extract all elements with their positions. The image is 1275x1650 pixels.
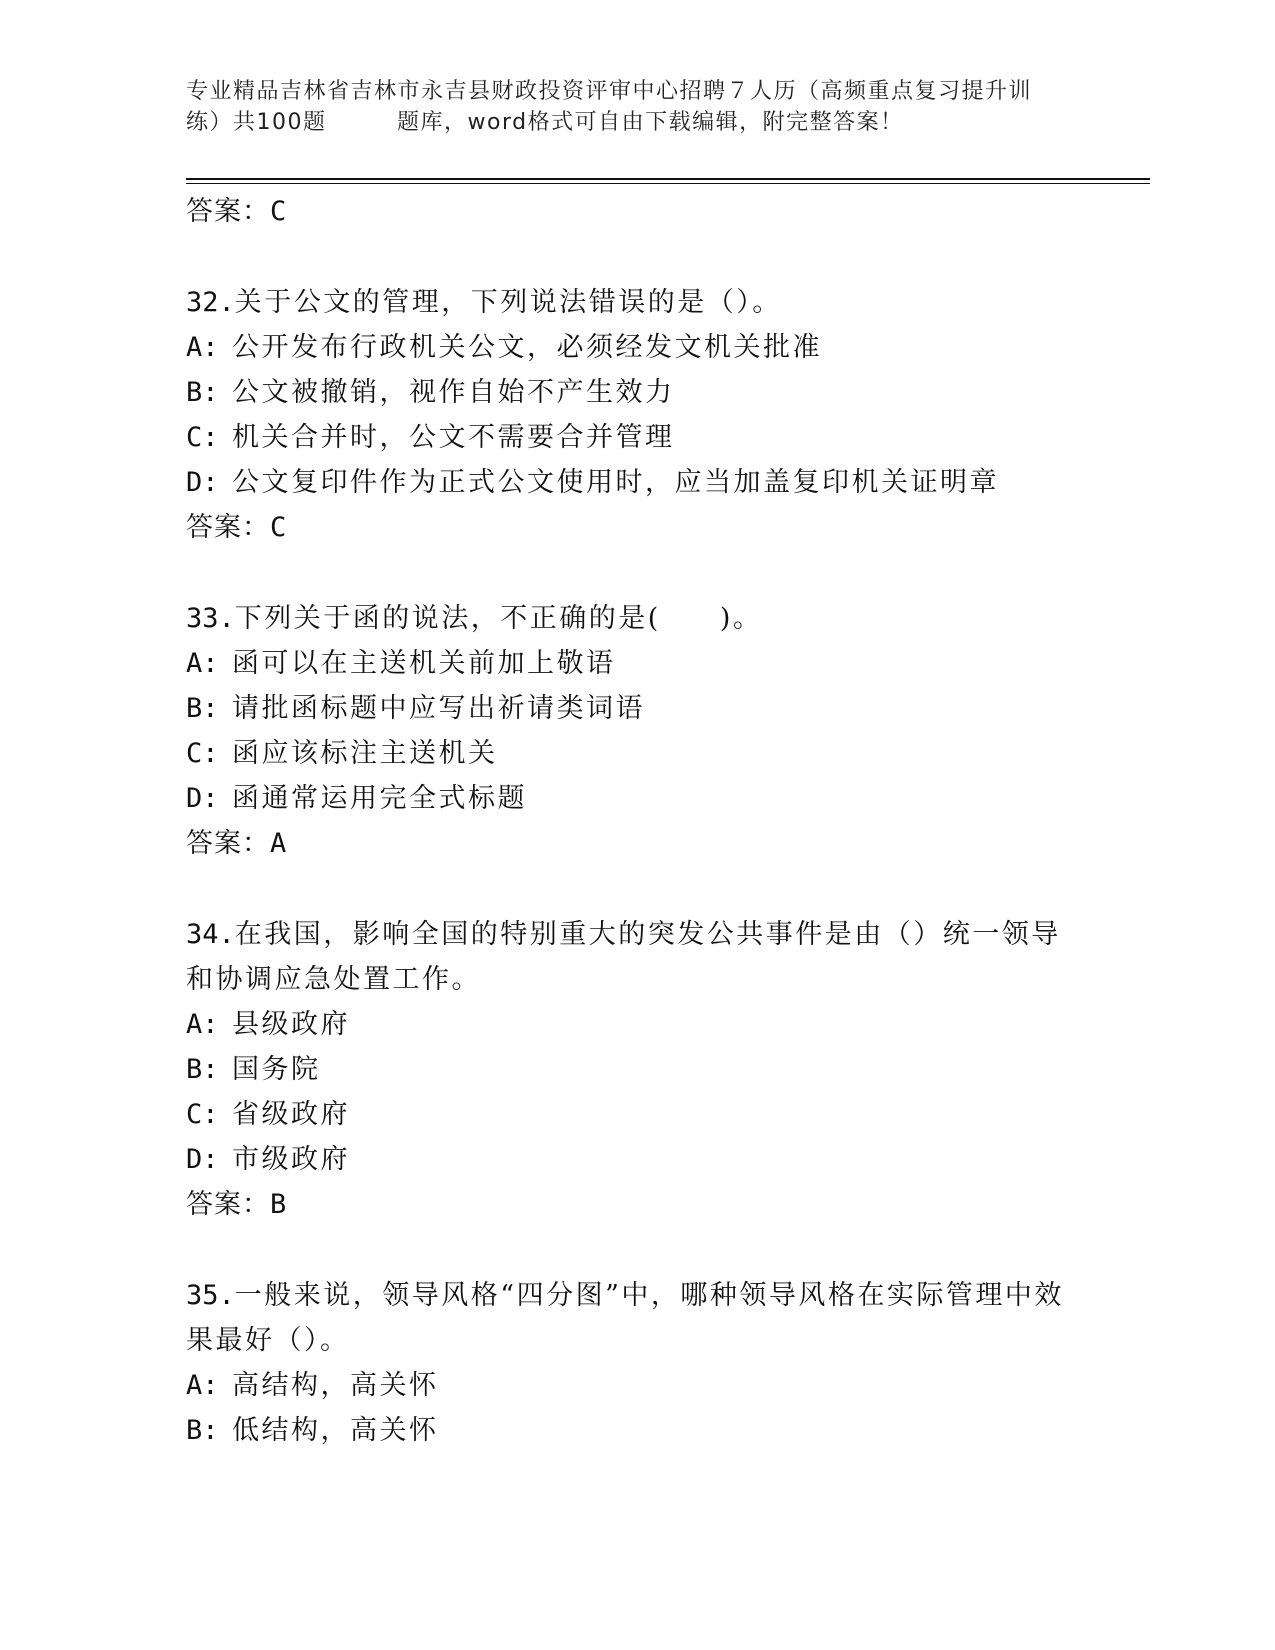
option-text: 请批函标题中应写出祈请类词语 <box>232 693 645 724</box>
answer-label: 答案： <box>186 196 270 227</box>
option-text: 国务院 <box>232 1054 321 1085</box>
option-b <box>186 686 1086 731</box>
question-32 <box>186 280 1086 550</box>
option-c <box>186 731 1086 776</box>
option-letter: B: <box>186 377 219 408</box>
option-c <box>186 1092 1086 1137</box>
question-stem <box>186 280 1086 325</box>
question-text: 在我国，影响全国的特别重大的突发公共事件是由（）统一领导和协调应急处置工作。 <box>186 919 1061 995</box>
answer-label: 答案： <box>186 828 270 859</box>
option-c <box>186 415 1086 460</box>
option-letter: D: <box>186 783 219 814</box>
option-letter: B: <box>186 1054 219 1085</box>
option-a <box>186 1363 1086 1408</box>
question-number: 35. <box>186 1280 235 1311</box>
option-b <box>186 1408 1086 1453</box>
answer-label: 答案： <box>186 1189 270 1220</box>
question-stem <box>186 1273 1086 1363</box>
option-text: 高结构，高关怀 <box>232 1370 439 1401</box>
question-stem <box>186 596 1086 641</box>
option-a <box>186 641 1086 686</box>
option-text: 函应该标注主送机关 <box>232 738 498 769</box>
option-text: 函通常运用完全式标题 <box>232 783 527 814</box>
answer-value: C <box>270 512 288 543</box>
option-text: 省级政府 <box>232 1099 350 1130</box>
option-letter: C: <box>186 1099 219 1130</box>
question-number: 32. <box>186 287 235 318</box>
option-d <box>186 460 1086 505</box>
option-text: 函可以在主送机关前加上敬语 <box>232 648 616 679</box>
answer-line-31 <box>186 189 1086 234</box>
option-text: 机关合并时，公文不需要合并管理 <box>232 422 675 453</box>
option-letter: D: <box>186 1144 219 1175</box>
question-text: 关于公文的管理，下列说法错误的是（）。 <box>234 287 782 318</box>
option-letter: A: <box>186 332 219 363</box>
question-35 <box>186 1273 1086 1453</box>
question-list <box>186 189 1086 1453</box>
option-text: 公开发布行政机关公文，必须经发文机关批准 <box>232 332 822 363</box>
question-33 <box>186 596 1086 866</box>
option-b <box>186 370 1086 415</box>
option-a <box>186 1002 1086 1047</box>
header-rule-thin <box>186 183 1150 184</box>
option-letter: B: <box>186 1415 219 1446</box>
option-text: 公文复印件作为正式公文使用时，应当加盖复印机关证明章 <box>232 467 999 498</box>
option-letter: D: <box>186 467 219 498</box>
answer-value: A <box>270 828 288 859</box>
page-header <box>186 76 1086 138</box>
header-line-2: 练）共100题 题库，word格式可自由下载编辑，附完整答案！ <box>186 110 904 135</box>
option-a <box>186 325 1086 370</box>
answer-line <box>186 505 1086 550</box>
option-letter: A: <box>186 1370 219 1401</box>
question-stem <box>186 912 1086 1002</box>
header-rule-thick <box>186 178 1150 180</box>
option-letter: A: <box>186 1009 219 1040</box>
question-number: 33. <box>186 603 235 634</box>
option-b <box>186 1047 1086 1092</box>
question-number: 34. <box>186 919 235 950</box>
option-d <box>186 1137 1086 1182</box>
answer-line <box>186 1182 1086 1227</box>
answer-value: C <box>270 196 288 227</box>
question-34 <box>186 912 1086 1227</box>
answer-line <box>186 821 1086 866</box>
answer-label: 答案： <box>186 512 270 543</box>
option-text: 县级政府 <box>232 1009 350 1040</box>
header-line-1: 专业精品吉林省吉林市永吉县财政投资评审中心招聘７人历（高频重点复习提升训 <box>186 79 1033 104</box>
option-letter: C: <box>186 422 219 453</box>
question-text: 一般来说，领导风格“四分图”中，哪种领导风格在实际管理中效果最好（）。 <box>186 1280 1064 1356</box>
question-text: 下列关于函的说法，不正确的是( )。 <box>234 603 763 634</box>
option-letter: A: <box>186 648 219 679</box>
option-letter: C: <box>186 738 219 769</box>
answer-value: B <box>270 1189 288 1220</box>
option-text: 低结构，高关怀 <box>232 1415 439 1446</box>
option-text: 市级政府 <box>232 1144 350 1175</box>
option-text: 公文被撤销，视作自始不产生效力 <box>232 377 675 408</box>
option-letter: B: <box>186 693 219 724</box>
option-d <box>186 776 1086 821</box>
